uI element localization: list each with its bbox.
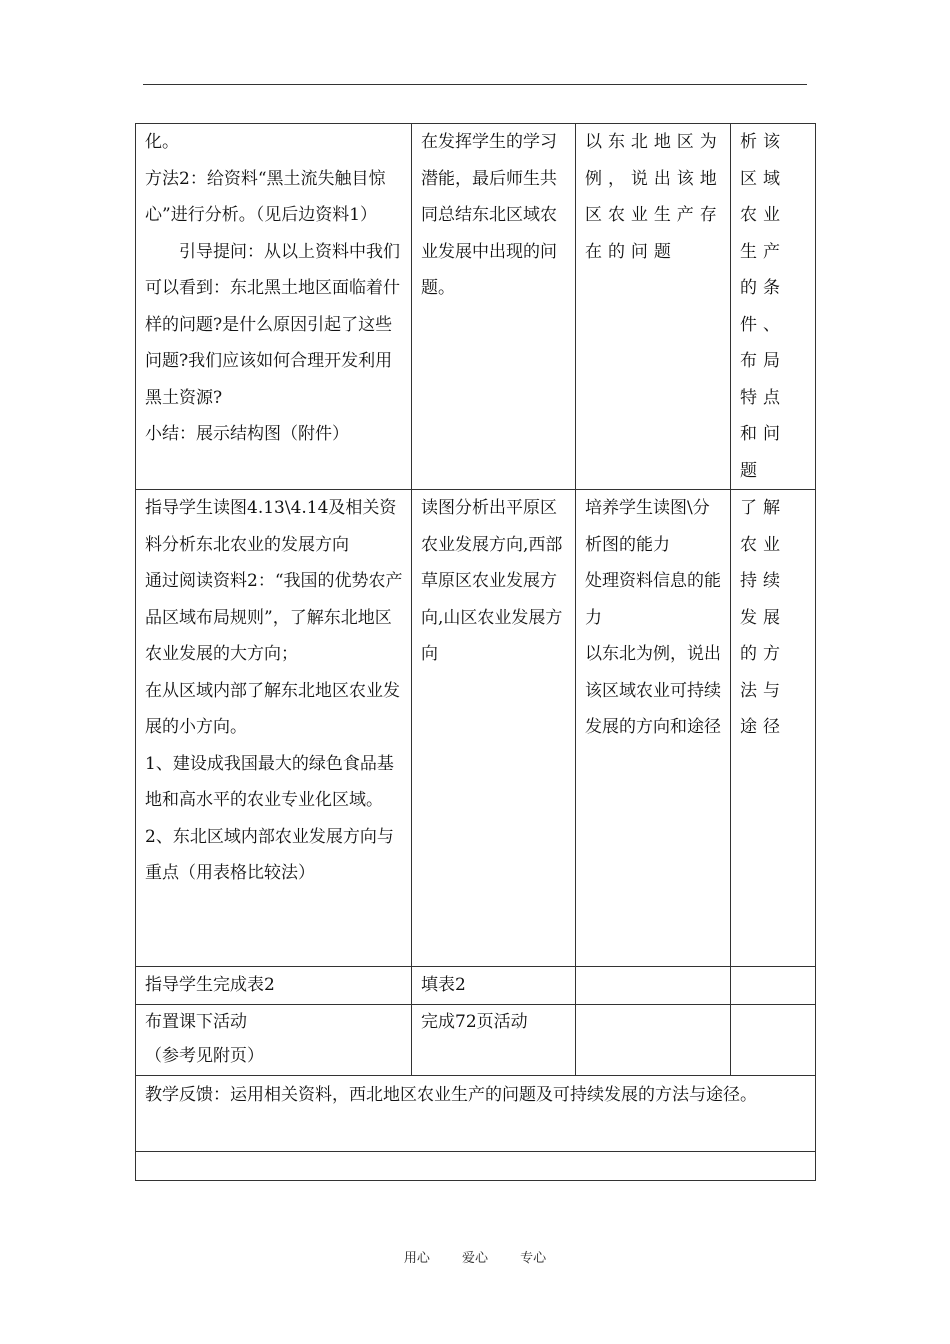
student-activity-cell: 读图分析出平原区农业发展方向,西部草原区农业发展方向,山区农业发展方向	[412, 490, 576, 967]
teacher-activity-cell	[136, 124, 412, 490]
activity-text: （参考见附页）	[145, 1045, 264, 1066]
footer-text: 爱心	[461, 1251, 488, 1266]
page-footer	[0, 1247, 950, 1266]
goal-cell: 析该区域农业生产的条件、布局特点和问题	[731, 124, 816, 490]
activity-text: 化。	[145, 132, 179, 152]
activity-text: 指导学生读图4.13\4.14及相关资料分析东北农业的发展方向	[145, 498, 397, 555]
intent-text: 以东北为例，说出该区域农业可持续发展的方向和途径	[585, 644, 721, 737]
activity-text: 1、建设成我国最大的绿色食品基地和高水平的农业专业化区域。	[145, 753, 394, 810]
design-intent-cell	[576, 967, 731, 1005]
footer-text: 专心	[520, 1251, 547, 1266]
activity-text: 在从区域内部了解东北地区农业发展的小方向。	[145, 680, 400, 737]
table-row	[136, 1075, 816, 1151]
activity-text: 小结：展示结构图（附件）	[145, 424, 349, 444]
table-row	[136, 1151, 816, 1180]
teacher-activity-cell: 指导学生完成表2	[136, 967, 412, 1005]
table-row	[136, 490, 816, 967]
intent-text: 处理资料信息的能力	[585, 571, 721, 628]
goal-cell: 了解农业持续发展的方法与途径	[731, 490, 816, 967]
student-activity-cell: 填表2	[412, 967, 576, 1005]
footer-text: 用心	[403, 1251, 430, 1266]
table-row	[136, 1004, 816, 1075]
table-row	[136, 967, 816, 1005]
intent-text: 培养学生读图\分析图的能力	[585, 498, 710, 555]
goal-cell	[731, 967, 816, 1005]
activity-text: 2、东北区域内部农业发展方向与重点（用表格比较法）	[145, 826, 394, 883]
activity-text: 通过阅读资料2：“我国的优势农产品区域布局规则”，了解东北地区农业发展的大方向；	[145, 571, 403, 664]
table-row	[136, 124, 816, 490]
teacher-activity-cell	[136, 1004, 412, 1075]
feedback-cell: 教学反馈：运用相关资料，西北地区农业生产的问题及可持续发展的方法与途径。	[136, 1075, 816, 1151]
student-activity-cell: 在发挥学生的学习潜能，最后师生共同总结东北区域农业发展中出现的问题。	[412, 124, 576, 490]
activity-text: 引导提问：从以上资料中我们可以看到：东北黑土地区面临着什样的问题?是什么原因引起了这些问题?我们应该如何合理开发利用黑土资源?	[145, 241, 400, 408]
goal-cell	[731, 1004, 816, 1075]
student-activity-cell: 完成72页活动	[412, 1004, 576, 1075]
lesson-plan-table	[135, 123, 816, 1181]
design-intent-cell	[576, 490, 731, 967]
teacher-activity-cell	[136, 490, 412, 967]
design-intent-cell	[576, 1004, 731, 1075]
design-intent-cell: 以东北地区为例，说出该地区农业生产存在的问题	[576, 124, 731, 490]
activity-text: 布置课下活动	[145, 1011, 247, 1032]
header-rule	[143, 84, 807, 85]
activity-text: 方法2：给资料“黑土流失触目惊心”进行分析。（见后边资料1）	[145, 168, 386, 225]
empty-cell	[136, 1151, 816, 1180]
